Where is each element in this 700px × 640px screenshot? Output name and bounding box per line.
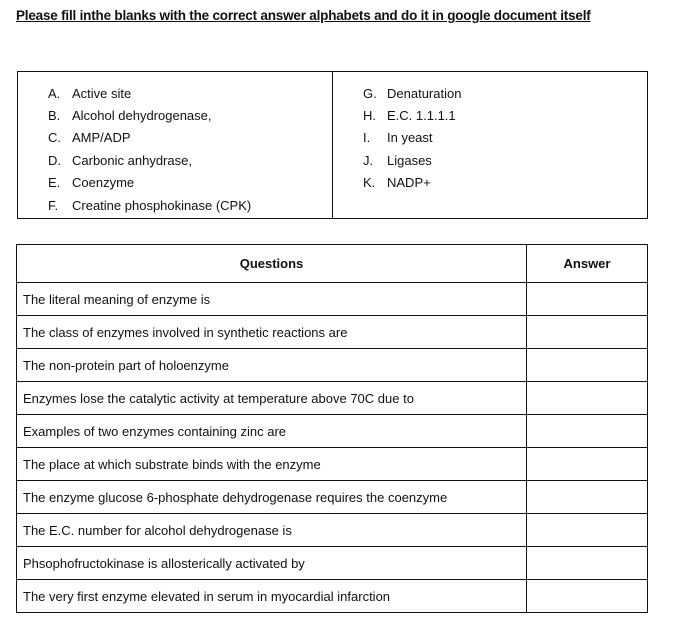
option-item: [48, 104, 332, 126]
option-letter: D.: [48, 152, 61, 168]
option-letter: H.: [363, 108, 376, 124]
option-text: Ligases: [387, 152, 432, 168]
option-item: [363, 127, 647, 149]
option-text: Active site: [72, 85, 132, 101]
question-cell: Enzymes lose the catalytic activity at temperature above 70C due to: [17, 382, 527, 415]
question-cell: Examples of two enzymes containing zinc are: [17, 415, 527, 448]
options-left-column: [18, 72, 333, 218]
answer-cell[interactable]: [527, 415, 648, 448]
option-item: [48, 127, 332, 149]
option-letter: A.: [48, 85, 61, 101]
option-letter: F.: [48, 197, 59, 213]
options-box: [17, 71, 648, 219]
table-row: [17, 580, 648, 613]
question-cell: Phsophofructokinase is allosterically activated by: [17, 547, 527, 580]
option-text: Denaturation: [387, 85, 462, 101]
option-text: Carbonic anhydrase,: [72, 152, 192, 168]
answer-cell[interactable]: [527, 481, 648, 514]
option-item: [48, 82, 332, 104]
option-item: [48, 172, 332, 194]
answer-header: Answer: [527, 245, 648, 283]
option-letter: G.: [363, 85, 377, 101]
table-header-row: [17, 245, 648, 283]
question-cell: The non-protein part of holoenzyme: [17, 349, 527, 382]
answer-cell[interactable]: [527, 547, 648, 580]
answer-cell[interactable]: [527, 448, 648, 481]
option-text: NADP+: [387, 175, 431, 191]
table-row: [17, 349, 648, 382]
instruction-heading: Please fill inthe blanks with the correct answer alphabets and do it in google document itself: [16, 8, 591, 23]
table-row: [17, 547, 648, 580]
questions-table: [16, 244, 648, 613]
answer-cell[interactable]: [527, 382, 648, 415]
option-letter: C.: [48, 130, 61, 146]
option-item: [363, 149, 647, 171]
option-item: [363, 172, 647, 194]
answer-cell[interactable]: [527, 514, 648, 547]
table-row: [17, 415, 648, 448]
answer-cell[interactable]: [527, 283, 648, 316]
option-letter: K.: [363, 175, 376, 191]
option-item: [48, 194, 332, 216]
option-letter: E.: [48, 175, 61, 191]
option-item: [363, 82, 647, 104]
table-row: [17, 448, 648, 481]
question-cell: The class of enzymes involved in synthetic reactions are: [17, 316, 527, 349]
option-letter: B.: [48, 108, 61, 124]
option-text: Alcohol dehydrogenase,: [72, 108, 212, 124]
question-cell: The place at which substrate binds with the enzyme: [17, 448, 527, 481]
option-item: [363, 104, 647, 126]
table-row: [17, 481, 648, 514]
answer-cell[interactable]: [527, 349, 648, 382]
table-row: [17, 514, 648, 547]
table-row: [17, 316, 648, 349]
option-text: AMP/ADP: [72, 130, 131, 146]
table-row: [17, 382, 648, 415]
option-text: E.C. 1.1.1.1: [387, 108, 456, 124]
option-text: Coenzyme: [72, 175, 135, 191]
question-cell: The literal meaning of enzyme is: [17, 283, 527, 316]
option-letter: J.: [363, 152, 374, 168]
table-row: [17, 283, 648, 316]
question-cell: The E.C. number for alcohol dehydrogenase is: [17, 514, 527, 547]
option-item: [48, 149, 332, 171]
question-cell: The enzyme glucose 6-phosphate dehydrogenase requires the coenzyme: [17, 481, 527, 514]
option-text: In yeast: [387, 130, 433, 146]
option-letter: I.: [363, 130, 371, 146]
option-text: Creatine phosphokinase (CPK): [72, 197, 252, 213]
question-cell: The very first enzyme elevated in serum in myocardial infarction: [17, 580, 527, 613]
questions-header: Questions: [17, 245, 527, 283]
answer-cell[interactable]: [527, 316, 648, 349]
options-right-column: [333, 72, 647, 218]
answer-cell[interactable]: [527, 580, 648, 613]
